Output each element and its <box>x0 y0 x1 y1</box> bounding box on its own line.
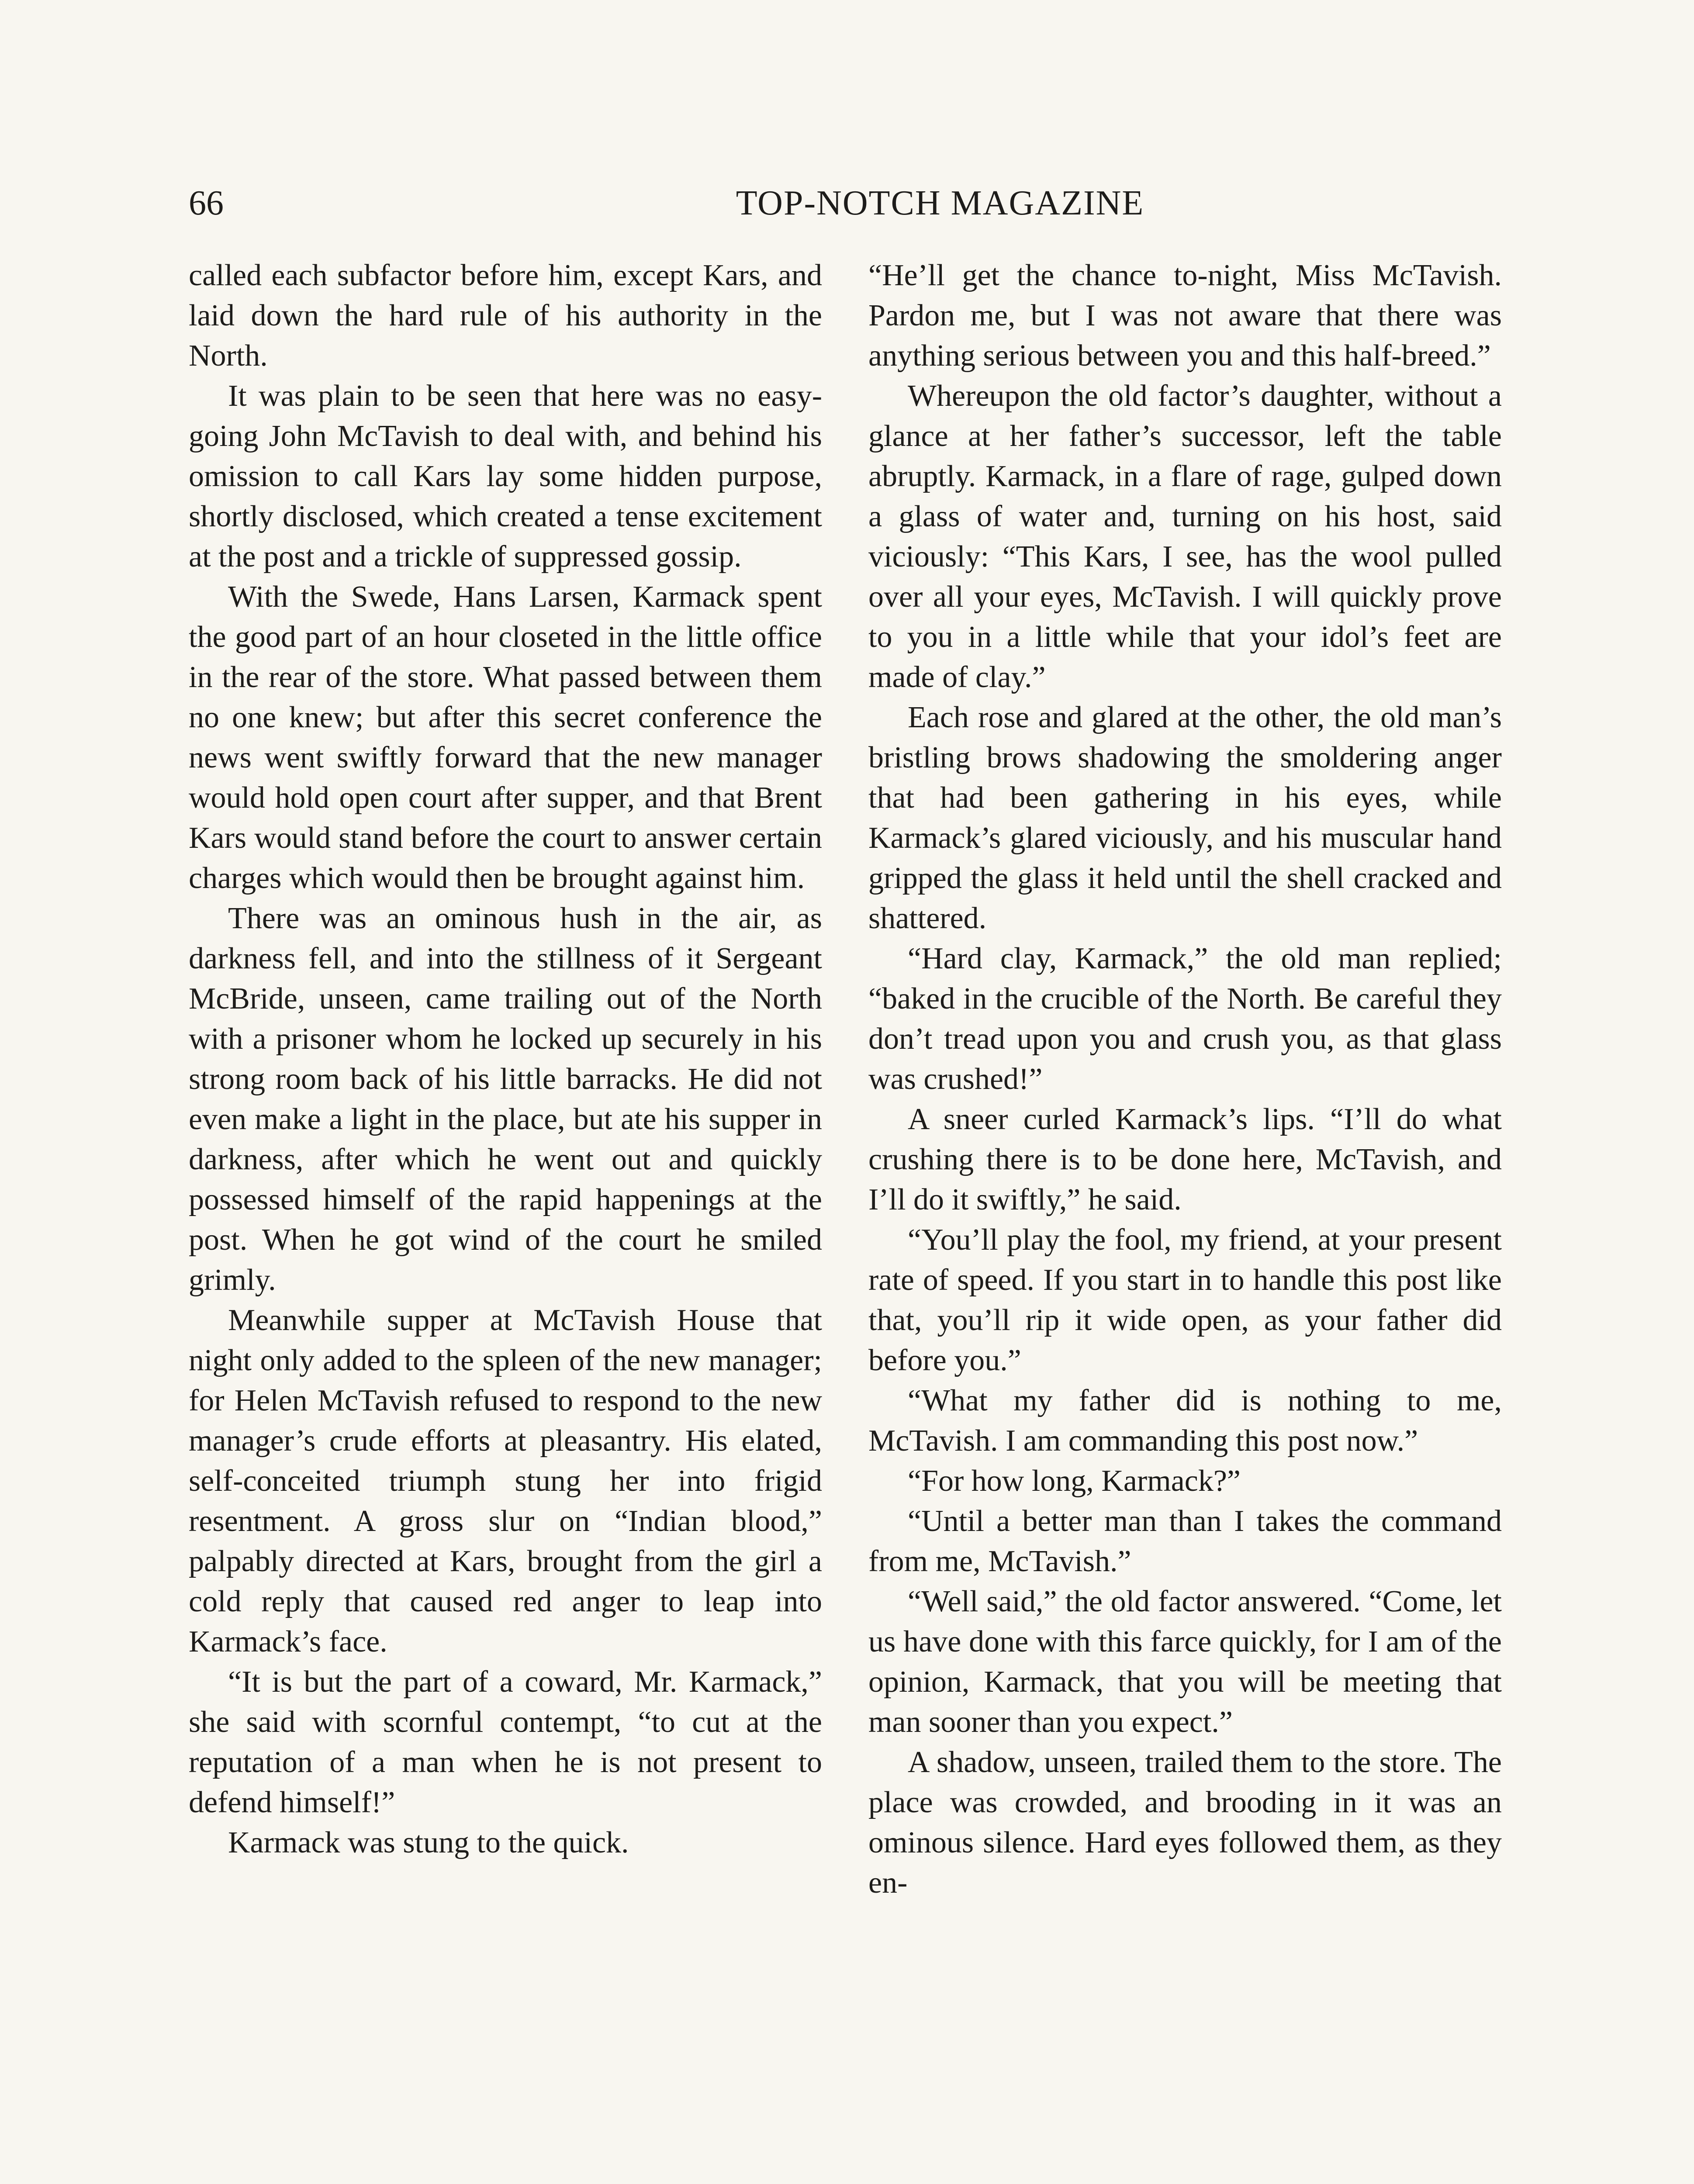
paragraph: “Well said,” the old factor answered. “Come, let us have done with this farce quickly, for I am of the opinion, Karmack, that you will be meeting that man sooner than you expect.” <box>868 1585 1502 1739</box>
paragraph: There was an ominous hush in the air, as darkness fell, and into the stillness of it Sergeant McBride, unseen, came trailing out of the North with a prisoner whom he locked up securely in his strong room back of his little barracks. He did not even make a light in the place, but ate his supper in darkness, after which he went out and quickly possessed himself of the rapid happenings at the post. When he got wind of the court he smiled grimly. <box>189 902 822 1297</box>
paragraph: “He’ll get the chance to-night, Miss McTavish. Pardon me, but I was not aware that there was anything serious between you and this half-breed.” <box>868 259 1502 373</box>
paragraph: It was plain to be seen that here was no easy-going John McTavish to deal with, and behind his omission to call Kars lay some hidden purpose, shortly disclosed, which created a tense excitement at the post and a trickle of suppressed gossip. <box>189 379 822 574</box>
left-column <box>189 256 822 2184</box>
paragraph: “Hard clay, Karmack,” the old man replied; “baked in the crucible of the North. Be careful they don’t tread upon you and crush you, as that glass was crushed!” <box>868 942 1502 1096</box>
paragraph: Each rose and glared at the other, the old man’s bristling brows shadowing the smoldering anger that had been gathering in his eyes, while Karmack’s glared viciously, and his muscular hand gripped the glass it held until the shell cracked and shattered. <box>868 701 1502 935</box>
page-number: 66 <box>189 184 224 222</box>
running-title: TOP-NOTCH MAGAZINE <box>736 184 1144 222</box>
paragraph: A sneer curled Karmack’s lips. “I’ll do what crushing there is to be done here, McTavish, and I’ll do it swiftly,” he said. <box>868 1102 1502 1216</box>
paragraph: “Until a better man than I takes the command from me, McTavish.” <box>868 1504 1502 1578</box>
paragraph: Karmack was stung to the quick. <box>228 1826 629 1859</box>
paragraph: “You’ll play the fool, my friend, at your present rate of speed. If you start in to handle this post like that, you’ll rip it wide open, as your father did before you.” <box>868 1223 1502 1377</box>
paragraph: “What my father did is nothing to me, McTavish. I am commanding this post now.” <box>868 1384 1502 1458</box>
paragraph: Whereupon the old factor’s daughter, without a glance at her father’s successor, left the table abruptly. Karmack, in a flare of rage, gulped down a glass of water and, turning on his host, said viciously: “This Kars, I see, has the wool pulled over all your eyes, McTavish. I will quickly prove to you in a little while that your idol’s feet are made of clay.” <box>868 379 1502 694</box>
paragraph: A shadow, unseen, trailed them to the store. The place was crowded, and brooding in it was an ominous silence. Hard eyes followed them, as they en- <box>868 1745 1502 1900</box>
paragraph: called each subfactor before him, except Kars, and laid down the hard rule of his authority in the North. <box>189 259 822 373</box>
page-header <box>189 177 1508 229</box>
paragraph: With the Swede, Hans Larsen, Karmack spent the good part of an hour closeted in the little office in the rear of the store. What passed between them no one knew; but after this secret conference the news went swiftly forward that the new manager would hold open court after supper, and that Brent Kars would stand before the court to answer certain charges which would then be brought against him. <box>189 580 822 895</box>
paragraph: “For how long, Karmack?” <box>908 1464 1241 1498</box>
paragraph: “It is but the part of a coward, Mr. Karmack,” she said with scornful contempt, “to cut at the reputation of a man when he is not present to defend himself!” <box>189 1665 822 1819</box>
paragraph: Meanwhile supper at McTavish House that night only added to the spleen of the new manager; for Helen McTavish refused to respond to the new manager’s crude efforts at pleasantry. His elated, self-conceited triumph stung her into frigid resentment. A gross slur on “Indian blood,” palpably directed at Kars, brought from the girl a cold reply that caused red anger to leap into Karmack’s face. <box>189 1303 822 1659</box>
right-column <box>868 256 1502 2184</box>
